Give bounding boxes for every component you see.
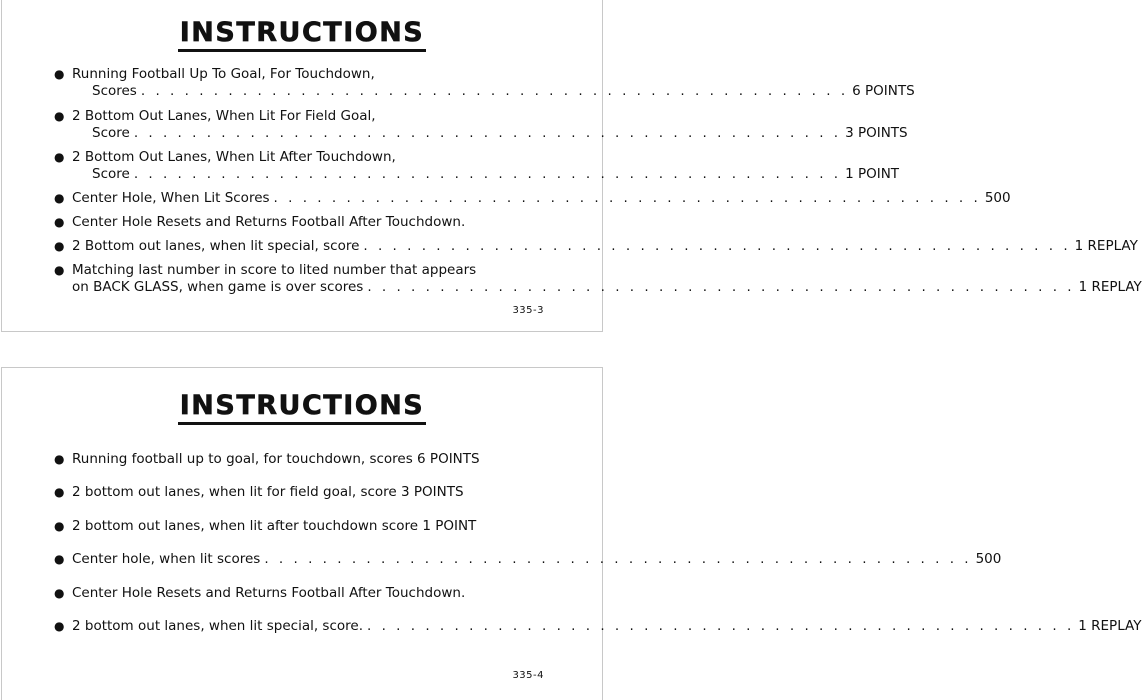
item-value: 500	[984, 190, 1011, 206]
item-value: 3 POINTS	[845, 125, 908, 141]
leader-dots: . . . . . . . . . . . . . . . . . . . . . . . . . . . . . . . . . . . . . . . . . . . . . . . . .	[367, 279, 1075, 295]
leader-dots: . . . . . . . . . . . . . . . . . . . . . . . . . . . . . . . . . . . . . . . . . . . . . . . . .	[367, 618, 1075, 634]
list-item	[54, 262, 1142, 295]
item-value: 1 POINT	[845, 166, 900, 182]
item-text: on BACK GLASS, when game is over scores	[72, 279, 364, 295]
bullet-icon: ●	[54, 586, 65, 600]
list-item	[54, 238, 1138, 255]
item-text: Center hole, when lit scores	[72, 551, 261, 567]
bullet-icon: ●	[54, 150, 65, 164]
item-text: 2 Bottom Out Lanes, When Lit After Touchdown,	[72, 149, 396, 165]
list-item	[54, 149, 900, 182]
item-text: 2 Bottom out lanes, when lit special, score	[72, 238, 360, 254]
item-text: Score	[92, 166, 130, 182]
bullet-icon: ●	[54, 191, 65, 205]
bullet-icon: ●	[54, 263, 65, 277]
list-item	[54, 108, 908, 141]
item-value: 6 POINTS	[852, 83, 915, 99]
bullet-icon: ●	[54, 519, 65, 533]
item-text: Center Hole Resets and Returns Football After Touchdown.	[72, 214, 466, 230]
list-item	[54, 190, 1011, 207]
item-text: 2 bottom out lanes, when lit for field goal, score 3 POINTS	[72, 484, 464, 500]
card-title: INSTRUCTIONS	[2, 391, 602, 425]
bullet-icon: ●	[54, 552, 65, 566]
leader-dots: . . . . . . . . . . . . . . . . . . . . . . . . . . . . . . . . . . . . . . . . . . . . . . . . .	[133, 125, 842, 141]
item-text: Running Football Up To Goal, For Touchdown,	[72, 66, 375, 82]
item-text: Matching last number in score to lited number that appears	[72, 262, 477, 278]
list-item	[54, 66, 915, 99]
item-text: 2 Bottom Out Lanes, When Lit For Field Goal,	[72, 108, 376, 124]
instruction-card-335-4	[1, 367, 1142, 700]
item-text: 2 bottom out lanes, when lit after touchdown score 1 POINT	[72, 518, 477, 534]
item-text: 2 bottom out lanes, when lit special, score.	[72, 618, 363, 634]
card-code: 335-4	[512, 670, 544, 681]
leader-dots: . . . . . . . . . . . . . . . . . . . . . . . . . . . . . . . . . . . . . . . . . . . . . . . . .	[264, 551, 972, 567]
bullet-icon: ●	[54, 619, 65, 633]
leader-dots: . . . . . . . . . . . . . . . . . . . . . . . . . . . . . . . . . . . . . . . . . . . . . . . . .	[363, 238, 1071, 254]
bullet-icon: ●	[54, 239, 65, 253]
leader-dots: . . . . . . . . . . . . . . . . . . . . . . . . . . . . . . . . . . . . . . . . . . . . . . . . .	[273, 190, 981, 206]
bullet-icon: ●	[54, 109, 65, 123]
item-value: 1 REPLAY	[1074, 238, 1138, 254]
item-value: 500	[975, 551, 1002, 567]
bullet-icon: ●	[54, 452, 65, 466]
bullet-icon: ●	[54, 215, 65, 229]
list-item	[54, 551, 1002, 568]
bullet-icon: ●	[54, 485, 65, 499]
bullet-icon: ●	[54, 67, 65, 81]
instruction-card-335-3	[1, 0, 1142, 332]
item-value: 1 REPLAY	[1078, 618, 1142, 634]
item-text: Score	[92, 125, 130, 141]
card-code: 335-3	[512, 305, 544, 316]
item-text: Running football up to goal, for touchdown, scores 6 POINTS	[72, 451, 480, 467]
item-text: Center Hole, When Lit Scores	[72, 190, 270, 206]
card-title: INSTRUCTIONS	[2, 18, 602, 52]
item-text: Scores	[92, 83, 137, 99]
leader-dots: . . . . . . . . . . . . . . . . . . . . . . . . . . . . . . . . . . . . . . . . . . . . . . . . .	[140, 83, 849, 99]
leader-dots: . . . . . . . . . . . . . . . . . . . . . . . . . . . . . . . . . . . . . . . . . . . . . . . . .	[133, 166, 842, 182]
item-text: Center Hole Resets and Returns Football After Touchdown.	[72, 585, 466, 601]
list-item	[54, 618, 1142, 635]
item-value: 1 REPLAY	[1078, 279, 1142, 295]
